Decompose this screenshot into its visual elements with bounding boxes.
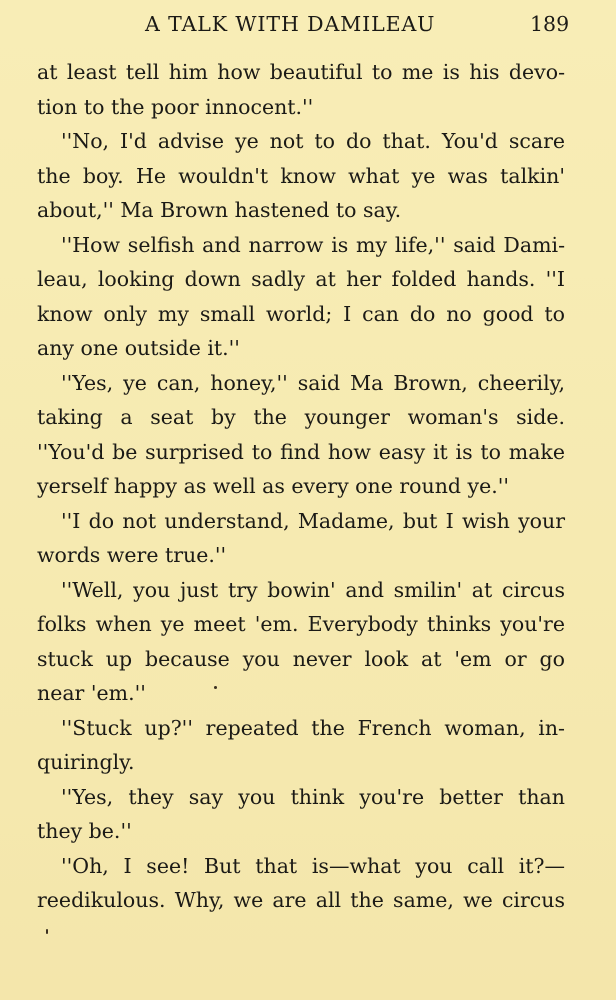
text-line: about,'' Ma Brown hastened to say. bbox=[37, 198, 402, 222]
text-line: folks when ye meet 'em. Everybody thinks you're bbox=[37, 612, 565, 636]
paper-speck bbox=[214, 686, 217, 689]
text-line: ''I do not understand, Madame, but I wish your bbox=[61, 508, 565, 533]
text-line: they be.'' bbox=[37, 819, 132, 843]
text-line: ''Yes, ye can, honey,'' said Ma Brown, cheerily, bbox=[61, 370, 565, 395]
text-line: ''How selfish and narrow is my life,'' said Dami- bbox=[61, 232, 565, 257]
text-line: leau, looking down sadly at her folded hands. ''I bbox=[37, 267, 565, 291]
text-line: reedikulous. Why, we are all the same, we circus bbox=[37, 888, 565, 912]
text-line: ''You'd be surprised to find how easy it is to make bbox=[37, 439, 565, 464]
text-line: tion to the poor innocent.'' bbox=[37, 94, 314, 119]
text-line: words were true.'' bbox=[37, 543, 227, 567]
text-line: ''Yes, they say you think you're better than bbox=[61, 784, 565, 809]
text-line: near 'em.'' bbox=[37, 681, 146, 705]
text-line: ''No, I'd advise ye not to do that. You'd scare bbox=[61, 129, 565, 153]
text-line: at least tell him how beautiful to me is his devo- bbox=[37, 60, 565, 84]
text-line: know only my small world; I can do no good to bbox=[37, 301, 565, 326]
body-text bbox=[37, 55, 565, 918]
running-head: A TALK WITH DAMILEAU bbox=[145, 12, 436, 36]
text-line: ''Oh, I see! But that is—what you call it?— bbox=[61, 853, 565, 878]
text-line: quiringly. bbox=[37, 750, 135, 774]
text-line: ''Stuck up?'' repeated the French woman, in- bbox=[61, 715, 565, 740]
paper-speck bbox=[46, 929, 48, 934]
text-line: taking a seat by the younger woman's side. bbox=[37, 405, 565, 429]
text-line: yerself happy as well as every one round ye.'' bbox=[37, 474, 510, 498]
page-header bbox=[0, 12, 616, 44]
text-line: stuck up because you never look at 'em or go bbox=[37, 646, 565, 671]
text-line: the boy. He wouldn't know what ye was talkin' bbox=[37, 163, 565, 188]
text-line: any one outside it.'' bbox=[37, 336, 240, 360]
text-line: ''Well, you just try bowin' and smilin' at circus bbox=[61, 577, 565, 602]
page-number: 189 bbox=[530, 12, 570, 36]
